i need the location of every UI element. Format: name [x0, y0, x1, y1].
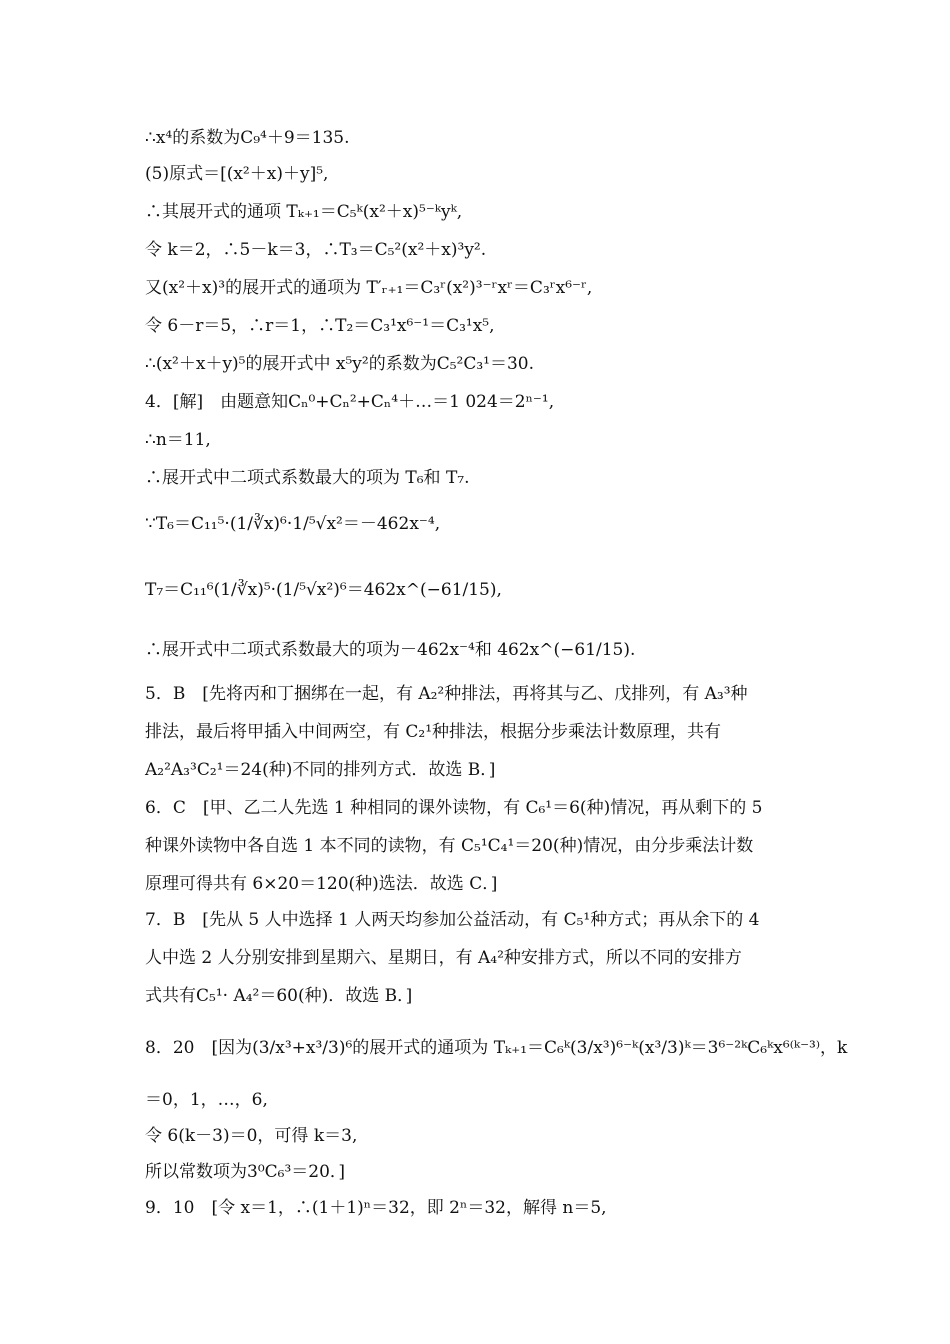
line-19: 原理可得共有 6×20＝120(种)选法．故选 C．] — [145, 874, 498, 894]
line-25: 令 6(k－3)＝0，可得 k＝3, — [145, 1126, 358, 1146]
line-11: ∵T₆＝C₁₁⁵·(1/∛x)⁶·1/⁵√x²＝－462x⁻⁴, — [145, 514, 441, 534]
line-10: ∴展开式中二项式系数最大的项为 T₆和 T₇. — [145, 468, 470, 488]
line-1: ∴x⁴的系数为C₉⁴＋9＝135. — [145, 128, 350, 148]
line-22: 式共有C₅¹· A₄²＝60(种)．故选 B．] — [145, 986, 413, 1006]
line-26: 所以常数项为3⁰C₆³＝20．] — [145, 1162, 346, 1182]
line-23: 8．20 [因为(3/x³+x³/3)⁶的展开式的通项为 Tₖ₊₁＝C₆ᵏ(3/x³)⁶⁻ᵏ(x³/3)ᵏ＝3⁶⁻²ᵏC₆ᵏx⁶⁽ᵏ⁻³⁾，k — [145, 1038, 848, 1058]
line-6: 令 6－r＝5，∴r＝1，∴T₂＝C₃¹x⁶⁻¹＝C₃¹x⁵, — [145, 316, 495, 336]
line-27: 9．10 [令 x＝1，∴(1＋1)ⁿ＝32，即 2ⁿ＝32，解得 n＝5, — [145, 1198, 607, 1218]
line-3: ∴其展开式的通项 Tₖ₊₁＝C₅ᵏ(x²＋x)⁵⁻ᵏyᵏ, — [145, 202, 463, 222]
line-4: 令 k＝2，∴5－k＝3，∴T₃＝C₅²(x²＋x)³y². — [145, 240, 487, 260]
line-20: 7．B [先从 5 人中选择 1 人两天均参加公益活动，有 C₅¹种方式；再从余下的 4 — [145, 910, 760, 930]
line-13: ∴展开式中二项式系数最大的项为－462x⁻⁴和 462x^(−61/15). — [145, 640, 636, 660]
line-5: 又(x²＋x)³的展开式的通项为 T′ᵣ₊₁＝C₃ʳ(x²)³⁻ʳxʳ＝C₃ʳx⁶⁻ʳ, — [145, 278, 593, 298]
line-12: T₇＝C₁₁⁶(1/∛x)⁵·(1/⁵√x²)⁶＝462x^(−61/15), — [145, 580, 502, 600]
line-18: 种课外读物中各自选 1 本不同的读物，有 C₅¹C₄¹＝20(种)情况，由分步乘法计数 — [145, 836, 754, 856]
line-14: 5．B [先将丙和丁捆绑在一起，有 A₂²种排法，再将其与乙、戊排列，有 A₃³种 — [145, 684, 748, 704]
line-15: 排法，最后将甲插入中间两空，有 C₂¹种排法，根据分步乘法计数原理，共有 — [145, 722, 722, 742]
line-17: 6．C [甲、乙二人先选 1 种相同的课外读物，有 C₆¹＝6(种)情况，再从剩下的 5 — [145, 798, 763, 818]
line-16: A₂²A₃³C₂¹＝24(种)不同的排列方式．故选 B．] — [145, 760, 496, 780]
line-21: 人中选 2 人分别安排到星期六、星期日，有 A₄²种安排方式，所以不同的安排方 — [145, 948, 742, 968]
line-2: (5)原式＝[(x²＋x)＋y]⁵, — [145, 164, 329, 184]
line-7: ∴(x²＋x＋y)⁵的展开式中 x⁵y²的系数为C₅²C₃¹＝30. — [145, 354, 535, 374]
line-9: ∴n＝11, — [145, 430, 211, 450]
line-8: 4．[解] 由题意知Cₙ⁰+Cₙ²+Cₙ⁴＋…＝1 024＝2ⁿ⁻¹, — [145, 392, 555, 412]
line-24: ＝0，1，…，6, — [145, 1090, 268, 1110]
